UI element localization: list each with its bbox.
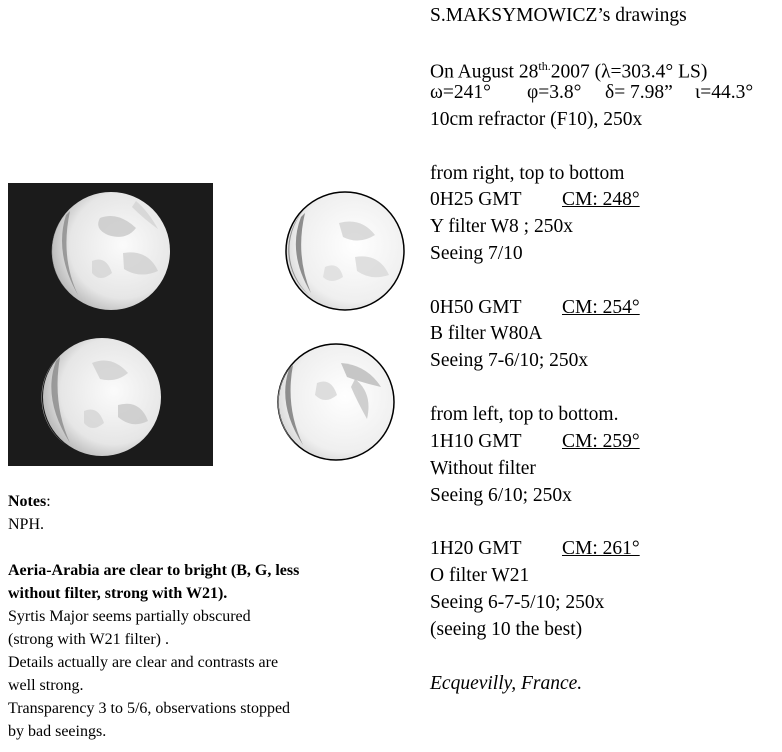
obs-seeing: Seeing 7/10 xyxy=(430,243,523,264)
mars-drawings-light xyxy=(243,183,408,466)
notes-colon: : xyxy=(46,493,51,510)
obs-time: 1H20 GMT xyxy=(430,538,522,559)
central-meridian: CM: 254° xyxy=(562,297,640,318)
mars-disc-top-left xyxy=(52,192,170,310)
mars-disc-bottom-right xyxy=(278,344,394,460)
obs-time: 0H50 GMT xyxy=(430,297,522,318)
obs-time: 1H10 GMT xyxy=(430,431,522,452)
notes-line: well strong. xyxy=(8,677,84,694)
param-delta: δ= 7.98” xyxy=(605,82,673,103)
section-intro: from left, top to bottom. xyxy=(430,404,619,425)
notes-bold-line: Aeria-Arabia are clear to bright (B, G, less xyxy=(8,562,300,579)
notes-line: (strong with W21 filter) . xyxy=(8,631,170,648)
location: Ecquevilly, France. xyxy=(430,673,583,694)
obs-filter: Without filter xyxy=(430,458,536,479)
obs-filter: B filter W80A xyxy=(430,323,543,344)
obs-seeing: Seeing 6-7-5/10; 250x xyxy=(430,592,605,613)
mars-disc-top-right xyxy=(286,192,404,310)
obs-note: (seeing 10 the best) xyxy=(430,619,583,640)
param-iota: ι=44.3° xyxy=(695,82,754,103)
date-suffix: 2007 (λ=303.4° LS) xyxy=(550,61,708,83)
date-prefix: On August 28 xyxy=(430,61,539,83)
obs-time-line xyxy=(430,538,640,560)
central-meridian: CM: 261° xyxy=(562,538,640,559)
central-meridian: CM: 248° xyxy=(562,189,640,210)
mars-drawings-dark xyxy=(8,183,213,466)
section-intro: from right, top to bottom xyxy=(430,163,625,184)
notes-bold-line: without filter, strong with W21). xyxy=(8,585,228,602)
notes-line: Syrtis Major seems partially obscured xyxy=(8,608,251,625)
date-superscript: th. xyxy=(538,59,551,73)
notes-line: Transparency 3 to 5/6, observations stopped xyxy=(8,700,291,717)
obs-time-line xyxy=(430,189,640,211)
central-meridian: CM: 259° xyxy=(562,431,640,452)
mars-disc-bottom-left xyxy=(41,338,161,456)
obs-time-line xyxy=(430,431,640,453)
notes-line: Details actually are clear and contrasts are xyxy=(8,654,279,671)
notes-heading: Notes xyxy=(8,493,47,510)
notes-heading-line xyxy=(8,490,388,513)
obs-filter: Y filter W8 ; 250x xyxy=(430,216,573,237)
obs-time-line xyxy=(430,297,640,319)
obs-time: 0H25 GMT xyxy=(430,189,522,210)
observation-date xyxy=(430,55,707,84)
drawing-panel-dark xyxy=(8,183,213,466)
obs-seeing: Seeing 6/10; 250x xyxy=(430,485,572,506)
param-phi: φ=3.8° xyxy=(527,82,582,103)
obs-filter: O filter W21 xyxy=(430,565,530,586)
param-omega: ω=241° xyxy=(430,82,491,103)
page-title: S.MAKSYMOWICZ’s drawings xyxy=(430,5,687,26)
obs-seeing: Seeing 7-6/10; 250x xyxy=(430,350,589,371)
notes-line: by bad seeings. xyxy=(8,723,107,740)
notes-spacer xyxy=(8,536,388,559)
notes-nph: NPH. xyxy=(8,516,45,533)
drawing-panel-light xyxy=(243,183,408,466)
instrument: 10cm refractor (F10), 250x xyxy=(430,109,643,130)
notes-section xyxy=(8,490,388,743)
